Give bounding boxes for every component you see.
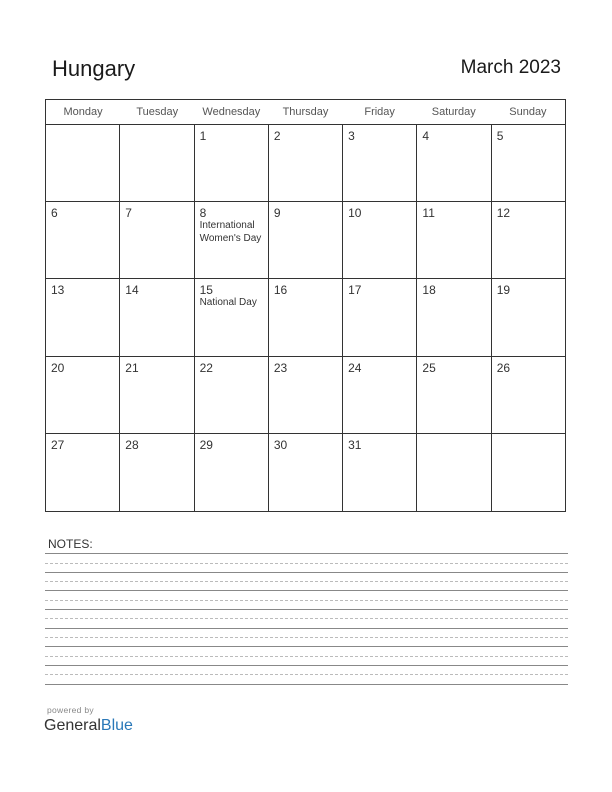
day-number: 13: [51, 283, 65, 298]
day-number: 9: [273, 206, 281, 221]
notes-line: [45, 590, 568, 591]
day-number: 5: [496, 129, 504, 143]
month-title: March 2023: [460, 57, 561, 78]
day-cell: [195, 279, 269, 355]
day-number: 16: [273, 283, 288, 298]
day-cell: [120, 434, 194, 511]
day-number: 24: [348, 360, 362, 375]
weekday-friday: Friday: [364, 106, 395, 118]
day-number: 8: [199, 206, 207, 221]
day-number: 28: [125, 437, 139, 452]
day-number: 23: [273, 360, 288, 375]
day-number: 1: [199, 129, 207, 143]
notes-line: [45, 684, 568, 685]
day-number: 15: [199, 283, 213, 298]
day-number: 3: [348, 129, 355, 143]
day-number: 20: [51, 360, 65, 375]
day-number: 12: [496, 206, 511, 221]
day-number: 27: [51, 437, 65, 452]
day-number: 19: [496, 283, 511, 298]
week-row: [46, 357, 565, 434]
notes-guide-line: [45, 618, 568, 619]
day-cell: [195, 125, 269, 201]
day-cell: [269, 202, 343, 278]
day-cell: [492, 125, 565, 201]
day-cell: [46, 434, 120, 511]
day-number: 31: [348, 437, 362, 452]
weekday-tuesday: Tuesday: [136, 106, 179, 118]
holiday-label: National Day: [199, 297, 257, 309]
country-title: Hungary: [52, 56, 136, 81]
day-cell: [417, 279, 491, 355]
notes-guide-line: [45, 637, 568, 638]
week-row: [46, 434, 565, 511]
day-cell: [343, 434, 417, 511]
day-number: 11: [422, 206, 435, 221]
day-cell: [343, 125, 417, 201]
day-number: 10: [348, 206, 362, 221]
day-number: 22: [199, 360, 213, 375]
day-cell: [46, 125, 120, 201]
day-number: 6: [51, 206, 58, 221]
day-number: 26: [496, 360, 511, 375]
day-cell: [46, 202, 120, 278]
notes-guide-line: [45, 600, 568, 601]
day-cell: [46, 357, 120, 433]
day-cell: [343, 202, 417, 278]
day-number: 14: [125, 283, 139, 298]
day-cell: [492, 202, 565, 278]
notes-line: [45, 665, 568, 666]
day-cell: [46, 279, 120, 355]
week-row: [46, 125, 565, 202]
day-cell: [269, 125, 343, 201]
weekday-monday: Monday: [63, 106, 103, 118]
week-row: [46, 202, 565, 279]
day-number: 4: [422, 129, 430, 143]
day-cell: [492, 279, 565, 355]
day-number: 7: [125, 206, 132, 221]
notes-line: [45, 553, 568, 554]
notes-guide-line: [45, 674, 568, 675]
day-cell: [120, 125, 194, 201]
weekday-wednesday: Wednesday: [202, 106, 261, 118]
day-cell: [492, 434, 565, 511]
powered-by-text: powered by: [47, 705, 94, 715]
weekday-sunday: Sunday: [509, 106, 547, 118]
notes-label: NOTES:: [48, 537, 93, 551]
day-number: 30: [273, 437, 288, 452]
day-cell: [269, 434, 343, 511]
day-number: 17: [348, 283, 362, 298]
day-cell: [343, 357, 417, 433]
weekday-thursday: Thursday: [282, 106, 329, 118]
day-cell: [269, 357, 343, 433]
holiday-label: International Women's Day: [199, 220, 262, 244]
day-number: 25: [422, 360, 436, 375]
day-number: 18: [422, 283, 436, 298]
day-cell: [417, 434, 491, 511]
day-cell: [417, 125, 491, 201]
day-cell: [195, 202, 269, 278]
day-cell: [195, 434, 269, 511]
logo-general: General: [44, 717, 101, 734]
weekday-header-row: [46, 100, 565, 125]
day-number: 2: [273, 129, 281, 143]
day-cell: [417, 202, 491, 278]
notes-guide-line: [45, 563, 568, 564]
calendar-grid: [45, 99, 566, 512]
day-number: 29: [199, 437, 213, 452]
notes-line: [45, 572, 568, 573]
notes-guide-line: [45, 581, 568, 582]
day-cell: [195, 357, 269, 433]
generalblue-logo: [44, 717, 133, 735]
day-cell: [120, 279, 194, 355]
day-cell: [120, 202, 194, 278]
week-row: [46, 279, 565, 356]
notes-line: [45, 609, 568, 610]
day-cell: [269, 279, 343, 355]
day-cell: [343, 279, 417, 355]
notes-line: [45, 628, 568, 629]
notes-line: [45, 646, 568, 647]
weekday-saturday: Saturday: [431, 106, 476, 118]
logo-blue: Blue: [100, 717, 133, 734]
day-cell: [120, 357, 194, 433]
day-cell: [417, 357, 491, 433]
notes-guide-line: [45, 656, 568, 657]
day-number: 21: [125, 360, 139, 375]
day-cell: [492, 357, 565, 433]
